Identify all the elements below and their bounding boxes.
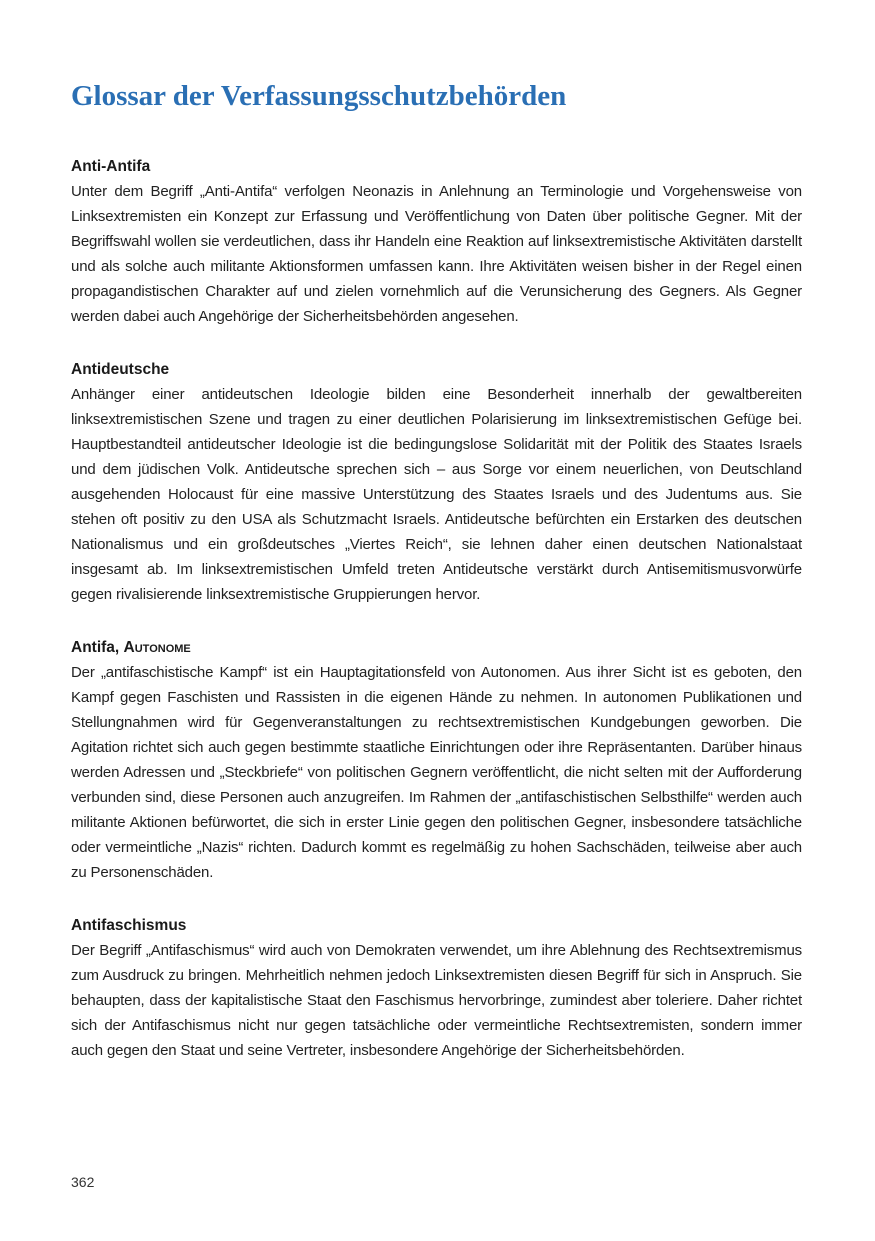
entry-heading-text: Anti-Antifa	[71, 158, 151, 175]
page-number: 362	[71, 1174, 95, 1190]
glossary-content	[71, 154, 802, 1091]
entry-text: Der Begriff „Antifaschismus“ wird auch von Demokraten verwendet, um ihre Ablehnung des Rechtsextremismus zum Ausdruck zu bringen. Mehrheitlich nehmen jedoch Linksextremisten diesen Begriff für sich in Anspruch. Sie behaupten, dass der kapitalistische Staat den Faschismus hervorbringe, zumindest aber toleriere. Daher richtet sich der Antifaschismus nicht nur gegen tatsächliche oder vermeintliche Rechtsextremisten, sondern immer auch gegen den Staat und seine Vertreter, insbesondere Angehörige der Sicherheitsbehörden.	[71, 942, 802, 1059]
glossary-entry-antifaschismus	[71, 913, 802, 1063]
entry-text: Unter dem Begriff „Anti-Antifa“ verfolgen Neonazis in Anlehnung an Terminologie und Vorgehensweise von Linksextremisten ein Konzept zur Erfassung und Veröffentlichung von Daten über politische Gegner. Mit der Begriffswahl wollen sie verdeutlichen, dass ihr Handeln eine Reaktion auf linksextremistische Aktivitäten darstellt und als solche auch militante Aktionsformen umfassen kann. Ihre Aktivitäten weisen bisher in der Regel einen propagandistischen Charakter auf und zielen vornehmlich auf die Verunsicherung des Gegners. Als Gegner werden dabei auch Angehörige der Sicherheitsbehörden angesehen.	[71, 183, 802, 325]
glossary-entry-antifa-autonome	[71, 635, 802, 885]
entry-heading	[71, 913, 802, 938]
entry-heading	[71, 357, 802, 382]
glossary-entry-anti-antifa	[71, 154, 802, 329]
entry-text: Anhänger einer antideutschen Ideologie bilden eine Besonderheit innerhalb der gewaltbereiten linksextremistischen Szene und tragen zu einer deutlichen Polarisierung im linksextremistischen Gefüge bei. Hauptbestandteil antideutscher Ideologie ist die bedingungslose Solidarität mit der Politik des Staates Israels und dem jüdischen Volk. Antideutsche sprechen sich – aus Sorge vor einem neuerlichen, von Deutschland ausgehenden Holocaust für eine massive Unterstützung des Staates Israels und des Judentums aus. Sie stehen oft positiv zu den USA als Schutzmacht Israels. Antideutsche befürchten ein Erstarken des deutschen Nationalismus und ein großdeutsches „Viertes Reich“, sie lehnen daher einen deutschen Nationalstaat insgesamt ab. Im linksextremistischen Umfeld treten Antideutsche verstärkt durch Antisemitismusvorwürfe gegen rivalisierende linksextremistische Gruppierungen hervor.	[71, 386, 802, 603]
entry-heading-text: Antifa,	[71, 639, 124, 656]
entry-heading	[71, 635, 802, 660]
entry-subheading: Autonome	[123, 639, 191, 656]
glossary-entry-antideutsche	[71, 357, 802, 607]
entry-heading-text: Antideutsche	[71, 361, 170, 378]
entry-heading	[71, 154, 802, 179]
page-title: Glossar der Verfassungsschutzbehörden	[71, 80, 567, 112]
entry-heading-text: Antifaschismus	[71, 917, 187, 934]
entry-text: Der „antifaschistische Kampf“ ist ein Hauptagitationsfeld von Autonomen. Aus ihrer Sicht ist es geboten, den Kampf gegen Faschisten und Rassisten in die eigenen Hände zu nehmen. In autonomen Publikationen und Stellungnahmen wird für Gegenveranstaltungen zu rechtsextremistischen Kundgebungen geworben. Die Agitation richtet sich auch gegen bestimmte staatliche Einrichtungen oder ihre Repräsentanten. Darüber hinaus werden Adressen und „Steckbriefe“ von politischen Gegnern veröffentlicht, die nicht selten mit der Aufforderung verbunden sind, diese Personen auch anzugreifen. Im Rahmen der „antifaschistischen Selbsthilfe“ werden auch militante Aktionen befürwortet, die sich in erster Linie gegen den politischen Gegner, insbesondere tatsächliche oder vermeintliche „Nazis“ richten. Dadurch kommt es regelmäßig zu hohen Sachschäden, teilweise aber auch zu Personenschäden.	[71, 664, 802, 881]
